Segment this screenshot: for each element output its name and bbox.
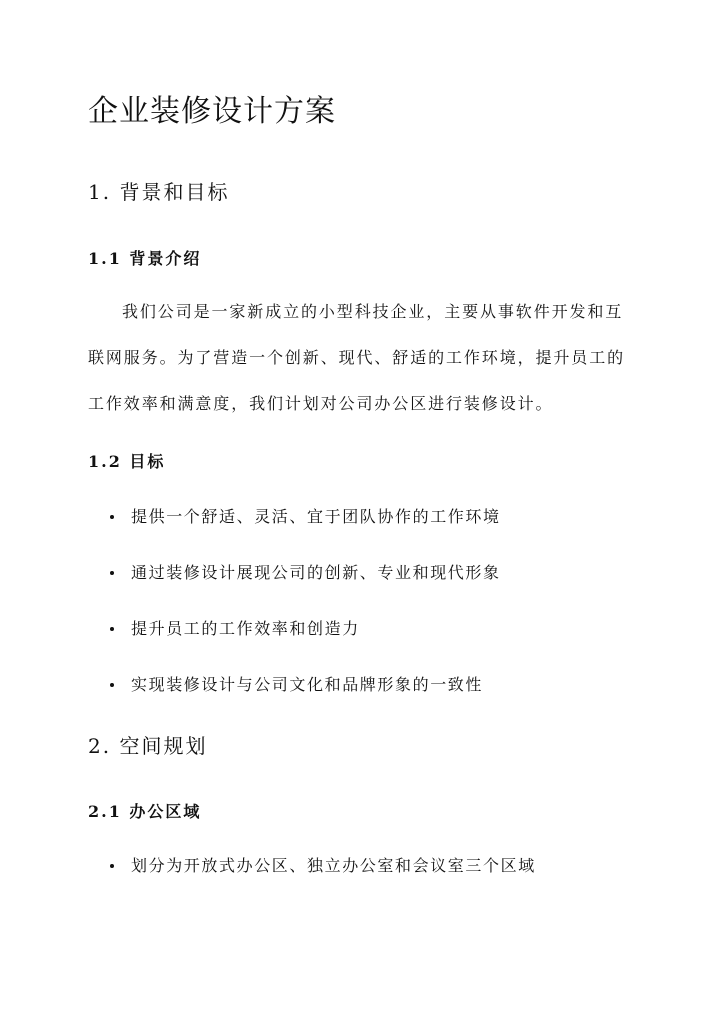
list-item-text: 提升员工的工作效率和创造力	[131, 619, 360, 638]
subsection-heading-goals: 1.2 目标	[88, 452, 166, 471]
section-heading-space-planning: 2. 空间规划	[88, 734, 208, 758]
office-area-list	[88, 856, 648, 912]
goals-list	[88, 507, 648, 731]
section-heading-background-goals: 1. 背景和目标	[88, 180, 230, 204]
list-item	[88, 675, 648, 731]
background-paragraph: 我们公司是一家新成立的小型科技企业，主要从事软件开发和互联网服务。为了营造一个创新、现代、舒适的工作环境，提升员工的工作效率和满意度，我们计划对公司办公区进行装修设计。	[88, 302, 626, 413]
subsection-heading-background: 1.1 背景介绍	[88, 249, 202, 268]
list-item-text: 通过装修设计展现公司的创新、专业和现代形象	[131, 563, 501, 582]
bullet-icon	[110, 683, 114, 687]
bullet-icon	[110, 571, 114, 575]
bullet-icon	[110, 515, 114, 519]
list-item	[88, 619, 648, 675]
list-item	[88, 563, 648, 619]
list-item-text: 划分为开放式办公区、独立办公室和会议室三个区域	[131, 856, 536, 875]
list-item	[88, 856, 648, 912]
list-item	[88, 507, 648, 563]
subsection-heading-office-area: 2.1 办公区域	[88, 802, 202, 821]
list-item-text: 实现装修设计与公司文化和品牌形象的一致性	[131, 675, 484, 694]
document-title: 企业装修设计方案	[88, 94, 336, 129]
bullet-icon	[110, 864, 114, 868]
bullet-icon	[110, 627, 114, 631]
list-item-text: 提供一个舒适、灵活、宜于团队协作的工作环境	[131, 507, 501, 526]
